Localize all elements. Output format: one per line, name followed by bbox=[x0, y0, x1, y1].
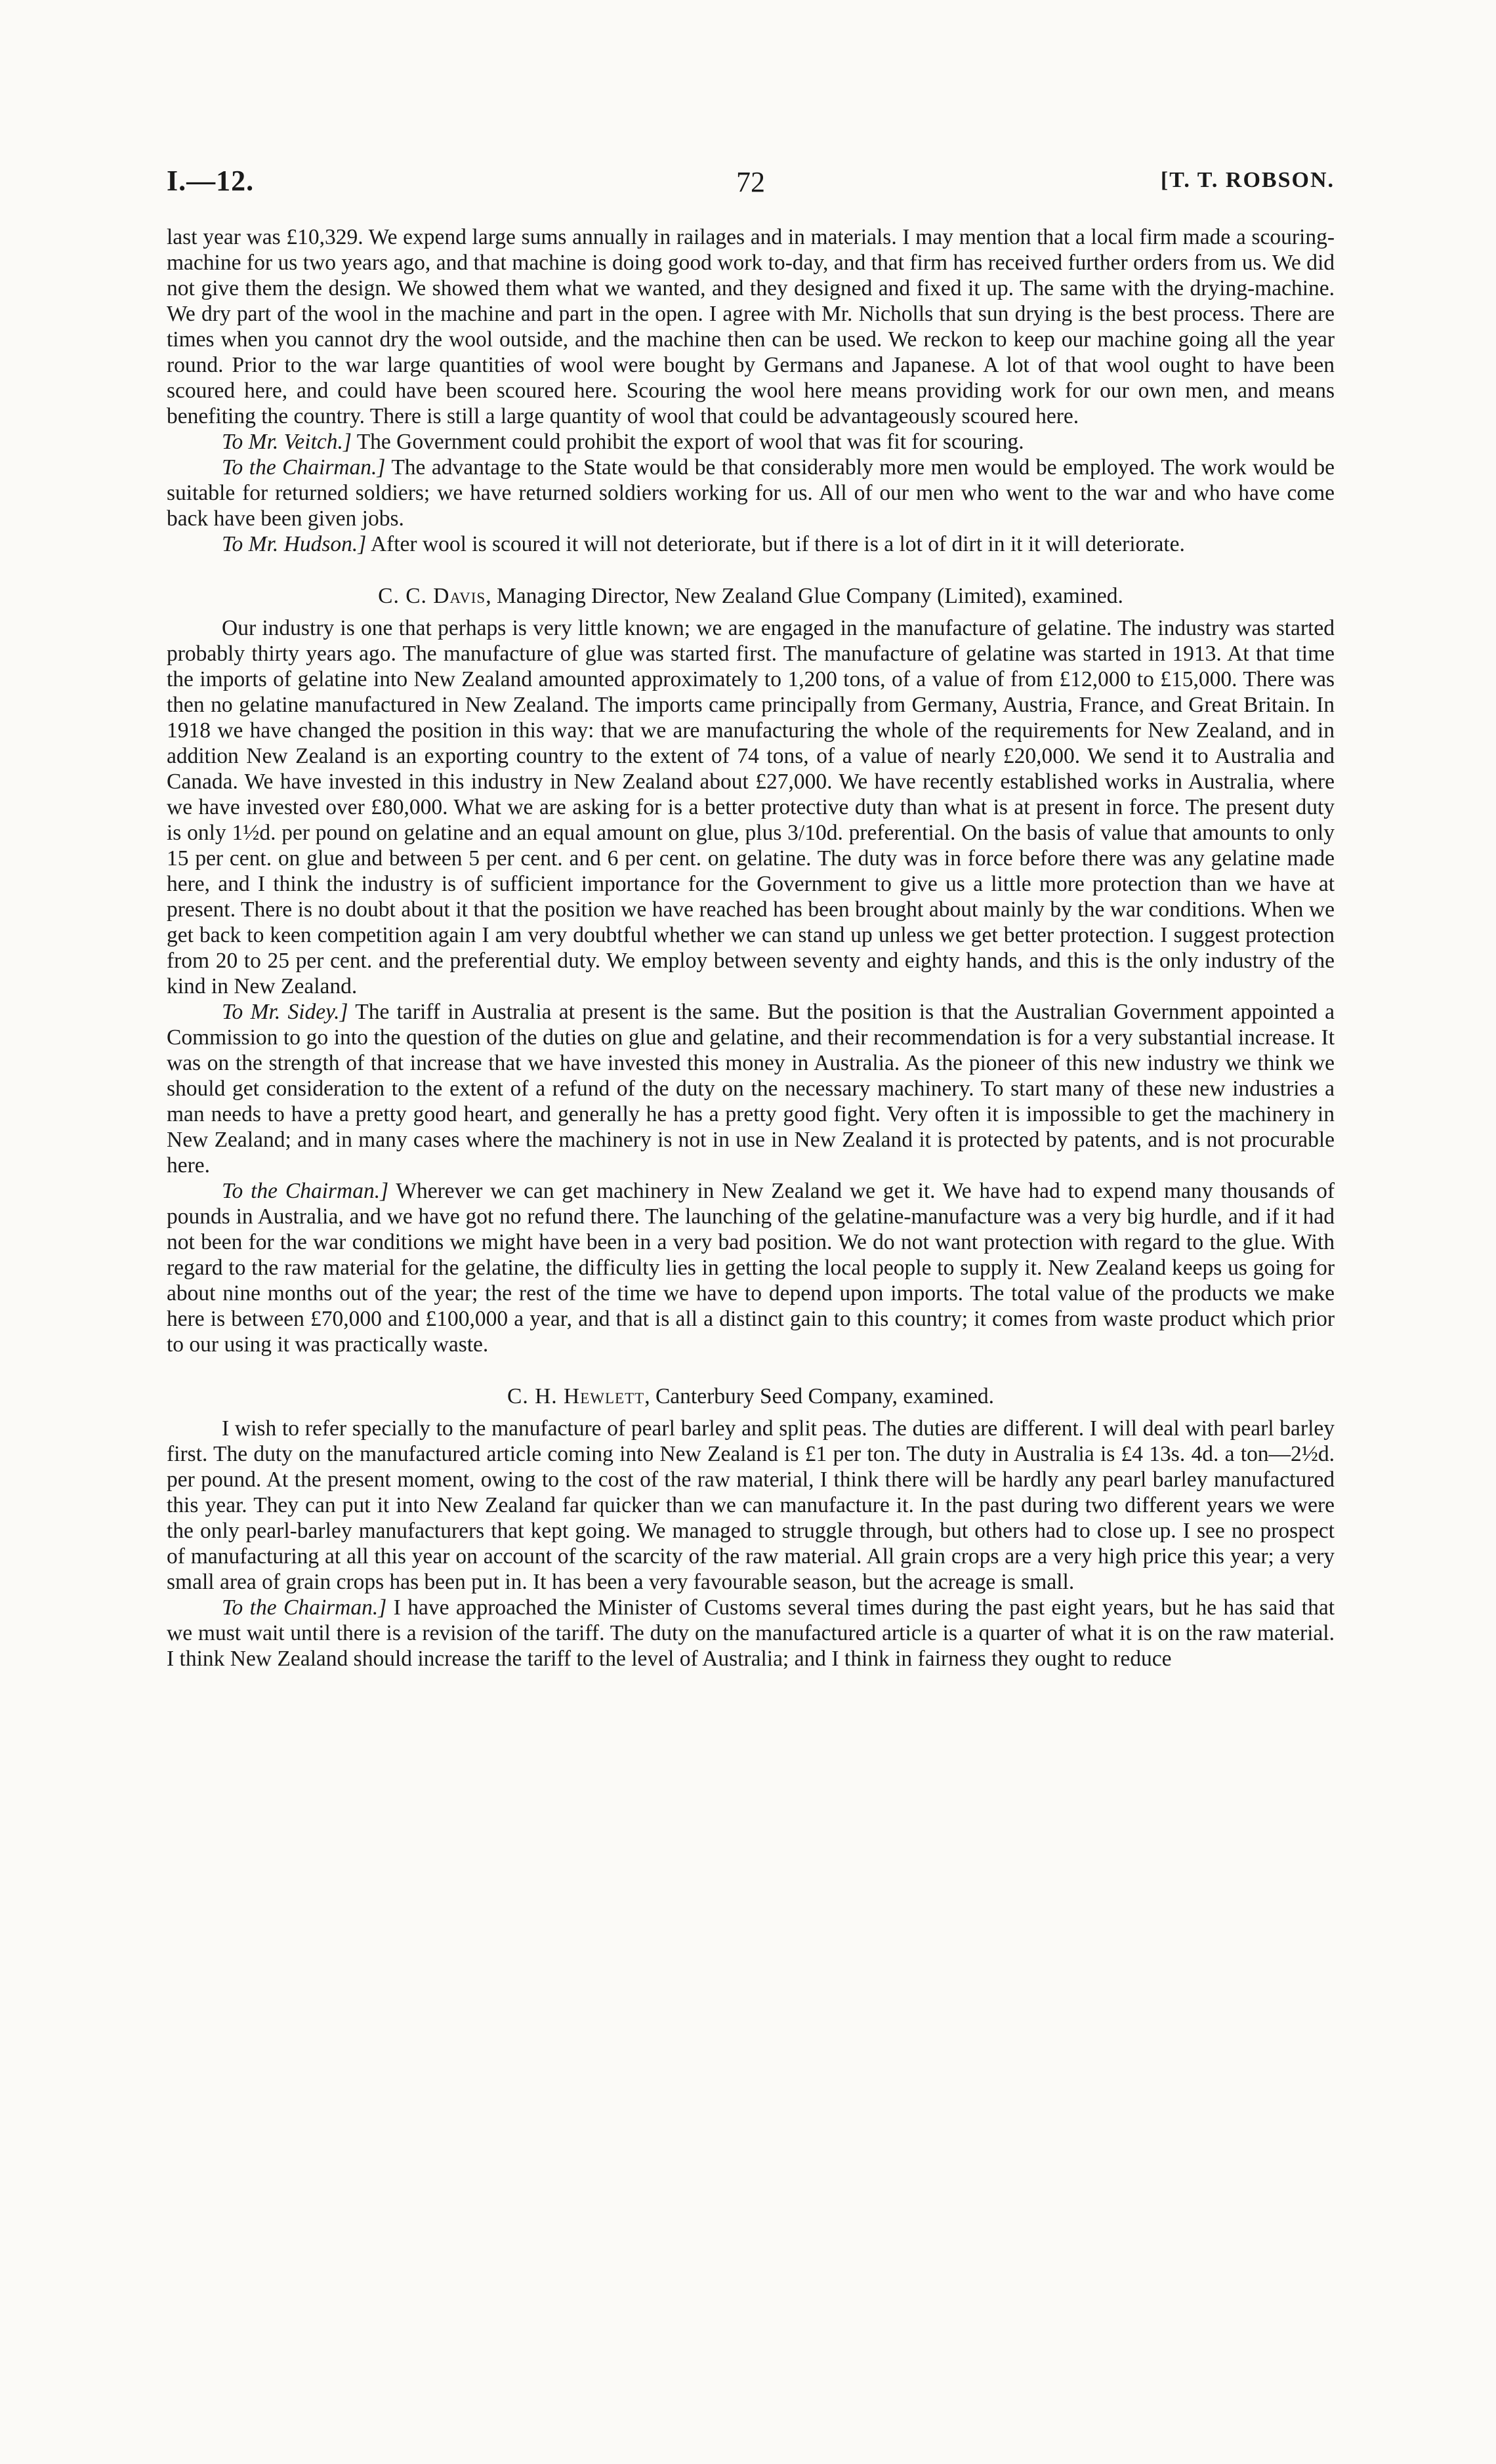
paragraph: To the Chairman.] I have approached the Minister of Customs several times during the past eight years, but he has said that we must wait until there is a revision of the tariff. The duty on the manufactured article is a quarter of what it is on the raw material. I think New Zealand should increase the tariff to the level of Australia; and I think in fairness they ought to reduce bbox=[167, 1595, 1335, 1671]
davis-evidence bbox=[167, 615, 1335, 1357]
paragraph: last year was £10,329. We expend large sums annually in railages and in materials. I may mention that a local firm made a scouring-machine for us two years ago, and that machine is doing good work to-day, and that firm has received further orders from us. We did not give them the design. We showed them what we wanted, and they designed and fixed it up. The same with the drying-machine. We dry part of the wool in the machine and part in the open. I agree with Mr. Nicholls that sun drying is the best process. There are times when you cannot dry the wool outside, and the machine then can be used. We reckon to keep our machine going all the year round. Prior to the war large quantities of wool were bought by Germans and Japanese. A lot of that wool ought to have been scoured here, and could have been scoured here. Scouring the wool here means providing work for our own men, and means benefiting the country. There is still a large quantity of wool that could be advantageously scoured here. bbox=[167, 225, 1335, 428]
speaker-cue: To Mr. Hudson.] bbox=[222, 532, 367, 556]
speaker-cue: To Mr. Sidey.] bbox=[222, 1000, 348, 1024]
speaker-cue: To the Chairman.] bbox=[222, 1179, 389, 1203]
witness-name: C. H. Hewlett bbox=[507, 1384, 645, 1408]
paragraph: To the Chairman.] Wherever we can get machinery in New Zealand we get it. We have had to expend many thousands of pounds in Australia, and we have got no refund there. The launching of the gelatine-manufacture was a very big hurdle, and if it had not been for the war conditions we might have been in a very bad position. We do not want protection with regard to the glue. With regard to the raw material for the gelatine, the difficulty lies in getting the local people to supply it. New Zealand keeps us going for about nine months out of the year; the rest of the time we have to depend upon imports. The total value of the products we make here is between £70,000 and £100,000 a year, and that is all a distinct gain to this country; it comes from waste product which prior to our using it was practically waste. bbox=[167, 1179, 1335, 1357]
page-header bbox=[167, 164, 1335, 216]
page-number: 72 bbox=[736, 166, 765, 198]
speaker-cue: To Mr. Veitch.] bbox=[222, 430, 352, 454]
section-heading-davis: C. C. Davis, Managing Director, New Zealand Glue Company (Limited), examined. bbox=[378, 584, 1123, 608]
speaker-cue: To the Chairman.] bbox=[222, 455, 386, 480]
document-reference: I.—12. bbox=[167, 165, 255, 197]
witness-name: C. C. Davis bbox=[378, 584, 486, 608]
hewlett-evidence bbox=[167, 1416, 1335, 1672]
paragraph: To Mr. Veitch.] The Government could prohibit the export of wool that was fit for scouring. bbox=[222, 430, 1024, 454]
paragraph: To Mr. Hudson.] After wool is scoured it will not deteriorate, but if there is a lot of dirt in it it will deteriorate. bbox=[222, 532, 1185, 556]
robson-evidence-continued bbox=[167, 224, 1335, 557]
speaker-cue: To the Chairman.] bbox=[222, 1595, 387, 1620]
document-body bbox=[167, 224, 1335, 1672]
section-heading-hewlett: C. H. Hewlett, Canterbury Seed Company, examined. bbox=[507, 1384, 994, 1408]
document-page bbox=[167, 164, 1335, 1672]
paragraph: To Mr. Sidey.] The tariff in Australia at present is the same. But the position is that the Australian Government appointed a Commission to go into the question of the duties on glue and gelatine, and their recommendation is for a very substantial increase. It was on the strength of that increase that we have invested this money in Australia. As the pioneer of this new industry we think we should get consideration to the extent of a refund of the duty on the necessary machinery. To start many of these new industries a man needs to have a pretty good heart, and generally he has a pretty good fight. Very often it is impossible to get the machinery in New Zealand; and in many cases where the machinery is not in use in New Zealand it is protected by patents, and is not procurable here. bbox=[167, 1000, 1335, 1178]
paragraph: To the Chairman.] The advantage to the State would be that considerably more men would be employed. The work would be suitable for returned soldiers; we have returned soldiers working for us. All of our men who went to the war and who have come back have been given jobs. bbox=[167, 455, 1335, 531]
witness-running-head: [T. T. ROBSON. bbox=[1160, 168, 1335, 192]
paragraph: I wish to refer specially to the manufacture of pearl barley and split peas. The duties are different. I will deal with pearl barley first. The duty on the manufactured article coming into New Zealand is £1 per ton. The duty in Australia is £4 13s. 4d. a ton—2½d. per pound. At the present moment, owing to the cost of the raw material, I think there will be hardly any pearl barley manufactured this year. They can put it into New Zealand far quicker than we can manufacture it. In the past during two different years we were the only pearl-barley manufacturers that kept going. We managed to struggle through, but others had to close up. I see no prospect of manufacturing at all this year on account of the scarcity of the raw material. All grain crops are a very high price this year; a very small area of grain crops has been put in. It has been a very favourable season, but the acreage is small. bbox=[167, 1416, 1335, 1594]
paragraph: Our industry is one that perhaps is very little known; we are engaged in the manufacture of gelatine. The industry was started probably thirty years ago. The manufacture of glue was started first. The manufacture of gelatine was started in 1913. At that time the imports of gelatine into New Zealand amounted approximately to 1,200 tons, of a value of from £12,000 to £15,000. There was then no gelatine manufactured in New Zealand. The imports came principally from Germany, Austria, France, and Great Britain. In 1918 we have changed the position in this way: that we are manufacturing the whole of the requirements for New Zealand, and in addition New Zealand is an exporting country to the extent of 74 tons, of a value of nearly £20,000. We send it to Australia and Canada. We have invested in this industry in New Zealand about £27,000. We have recently established works in Australia, where we have invested over £80,000. What we are asking for is a better protective duty than what is at present in force. The present duty is only 1½d. per pound on gelatine and an equal amount on glue, plus 3/10d. preferential. On the basis of value that amounts to only 15 per cent. on glue and between 5 per cent. and 6 per cent. on gelatine. The duty was in force before there was any gelatine made here, and I think the industry is of sufficient importance for the Government to give us a little more protection than we have at present. There is no doubt about it that the position we have reached has been brought about mainly by the war conditions. When we get back to keen competition again I am very doubtful whether we can stand up unless we get better protection. I suggest protection from 20 to 25 per cent. and the preferential duty. We employ between seventy and eighty hands, and this is the only industry of the kind in New Zealand. bbox=[167, 616, 1335, 998]
